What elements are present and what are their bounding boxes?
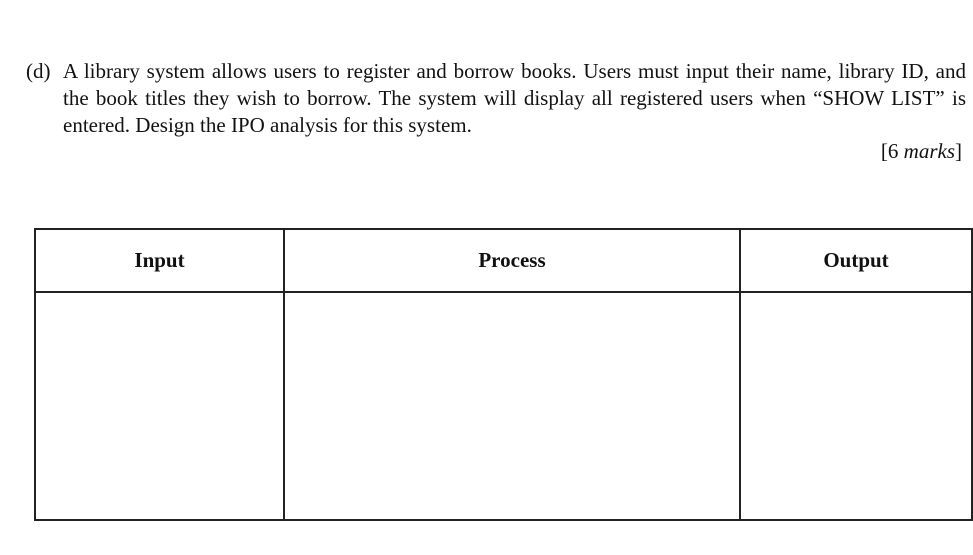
question-block bbox=[26, 58, 966, 139]
marks-prefix: [6 bbox=[880, 139, 904, 163]
output-header: Output bbox=[740, 229, 972, 292]
input-answer-cell[interactable] bbox=[35, 292, 284, 520]
question-label: (d) bbox=[26, 59, 51, 83]
output-answer-cell[interactable] bbox=[740, 292, 972, 520]
marks-suffix: ] bbox=[955, 139, 962, 163]
marks-allocation bbox=[881, 138, 962, 165]
ipo-table bbox=[34, 228, 973, 521]
process-answer-cell[interactable] bbox=[284, 292, 740, 520]
input-header: Input bbox=[35, 229, 284, 292]
ipo-answer-row bbox=[35, 292, 972, 520]
process-header: Process bbox=[284, 229, 740, 292]
marks-word: marks bbox=[903, 139, 955, 163]
question-text: A library system allows users to register and borrow books. Users must input their name, library ID, and the book titles they wish to borrow. The system will display all registered users when “SHOW LIST” is entered. Design the IPO analysis for this system. bbox=[63, 59, 966, 137]
ipo-header-row bbox=[35, 229, 972, 292]
